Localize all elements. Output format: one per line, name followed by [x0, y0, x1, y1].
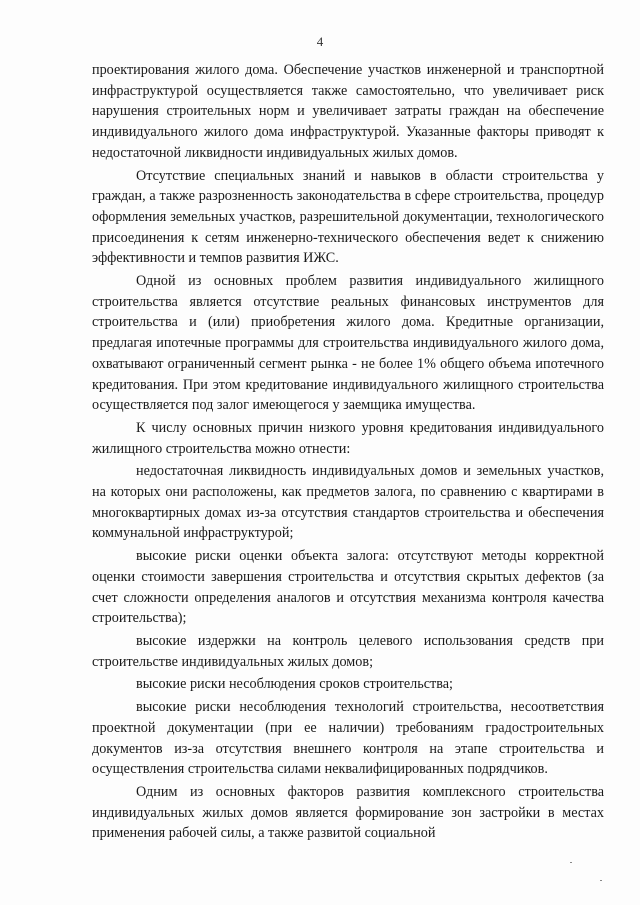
scan-speck	[600, 880, 602, 881]
paragraph: Отсутствие специальных знаний и навыков в области строительства у граждан, а также разрозненность законодательства в сфере строительства, процедур оформления земельных участков, разрешительной документации, технологического присоединения к сетям инженерно-технического обеспечения ведет к снижению эффективности и темпов развития ИЖС.	[92, 167, 604, 267]
list-item: высокие издержки на контроль целевого использования средств при строительстве индивидуальных жилых домов;	[92, 632, 604, 670]
document-body	[92, 60, 604, 846]
paragraph: Одной из основных проблем развития индивидуального жилищного строительства является отсутствие реальных финансовых инструментов для строительства и (или) приобретения жилого дома. Кредитные организации, предлагая ипотечные программы для строительства индивидуального жилого дома, охватывают ограниченный сегмент рынка - не более 1% общего объема ипотечного кредитования. При этом кредитование индивидуального жилищного строительства осуществляется под залог имеющегося у заемщика имущества.	[92, 273, 604, 414]
list-item: высокие риски несоблюдения технологий строительства, несоответствия проектной документации (при ее наличии) требованиям градостроительных документов из-за отсутствия внешнего контроля на этапе строительства и осуществления строительства силами неквалифицированных подрядчиков.	[92, 699, 604, 778]
paragraph: К числу основных причин низкого уровня кредитования индивидуального жилищного строительства можно отнести:	[92, 419, 604, 457]
list-item: высокие риски оценки объекта залога: отсутствуют методы корректной оценки стоимости завершения строительства и отсутствия скрытых дефектов (за счет сложности определения аналогов и отсутствия механизма контроля качества строительства);	[92, 548, 604, 627]
list-item: недостаточная ликвидность индивидуальных домов и земельных участков, на которых они расположены, как предметов залога, по сравнению с квартирами в многоквартирных домах из-за отсутствия стандартов строительства и обеспечения коммунальной инфраструктурой;	[92, 463, 604, 542]
scan-speck	[570, 862, 572, 863]
paragraph-continuation: проектирования жилого дома. Обеспечение участков инженерной и транспортной инфраструктурой осуществляется также самостоятельно, что увеличивает риск нарушения строительных норм и увеличивает затраты граждан на обеспечение индивидуального жилого дома инфраструктурой. Указанные факторы приводят к недостаточной ликвидности индивидуальных жилых домов.	[92, 62, 604, 161]
list-item: высокие риски несоблюдения сроков строительства;	[136, 676, 453, 693]
paragraph: Одним из основных факторов развития комплексного строительства индивидуальных жилых домов является формирование зон застройки в местах применения рабочей силы, а также развитой социальной	[92, 783, 604, 842]
page-number: 4	[316, 34, 324, 49]
